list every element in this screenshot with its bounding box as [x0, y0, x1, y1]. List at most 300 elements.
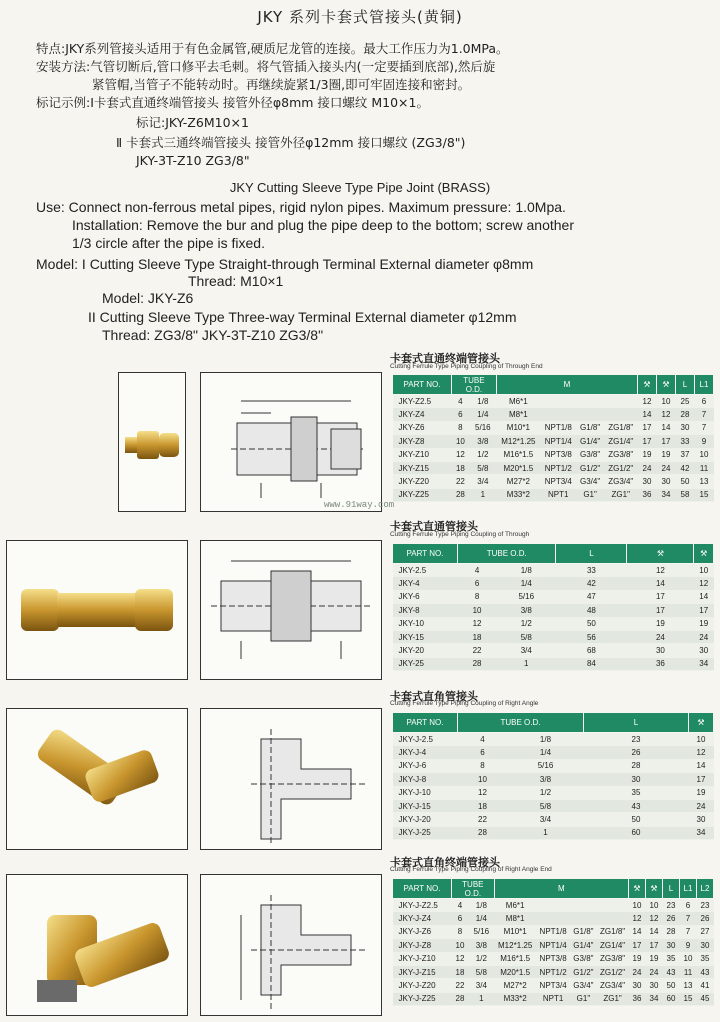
table-cell: 34 [694, 657, 714, 670]
table-cell: 30 [638, 475, 657, 488]
table-cell: 24 [629, 965, 646, 978]
table-row [393, 435, 714, 448]
table-cell: 17 [694, 604, 714, 617]
table-cell: 14 [694, 590, 714, 603]
table-row [393, 408, 714, 421]
table-cell: 30 [697, 939, 714, 952]
part-number-cell: JKY-Z4 [393, 408, 452, 421]
right-angle-drawing [201, 709, 381, 849]
table-cell: 18 [452, 461, 470, 474]
table-cell: 68 [556, 644, 627, 657]
table4-title: 卡套式直角终端管接头 [390, 856, 500, 869]
table-cell: 28 [458, 826, 508, 839]
table-cell: M16*1.5 [496, 448, 540, 461]
part-number-cell: JKY-Z10 [393, 448, 452, 461]
table-cell: 43 [697, 965, 714, 978]
table3-subtitle: Cutting Ferrule Type Piping Coupling of Right Angle [390, 700, 539, 707]
part-number-cell: JKY-J-Z8 [393, 939, 452, 952]
table-cell: G3/8" [570, 952, 596, 965]
table-cell: 5/8 [508, 799, 584, 812]
table-row [393, 604, 714, 617]
straight-terminal-illustration [119, 373, 185, 511]
table-row [393, 448, 714, 461]
table-cell: 24 [638, 461, 657, 474]
table-cell [570, 912, 596, 925]
table-cell: 3/4 [468, 979, 494, 992]
table-cell: 5/8 [497, 630, 556, 643]
table-cell: M10*1 [496, 421, 540, 434]
table-cell: M6*1 [494, 899, 536, 912]
table-cell: 6 [458, 746, 508, 759]
wrench-icon: ⚒ [629, 879, 646, 899]
table-cell: G1/2" [570, 965, 596, 978]
table-cell: 30 [688, 813, 713, 826]
table-cell: 19 [629, 952, 646, 965]
straight-terminal-drawing [201, 373, 381, 511]
table-cell: NPT1/2 [536, 965, 570, 978]
table-cell: 30 [694, 644, 714, 657]
installation-text-2: 1/3 circle after the pipe is fixed. [72, 235, 265, 251]
table-cell: 5/16 [508, 759, 584, 772]
table-row [393, 657, 714, 670]
part-number-cell: JKY-J-Z25 [393, 992, 452, 1005]
table-cell: 1 [497, 657, 556, 670]
col-tube-od: TUBE O.D. [452, 375, 497, 395]
page-title: JKY 系列卡套式管接头(黄铜) [257, 8, 463, 26]
table-cell: 35 [663, 952, 680, 965]
use-text: Use: Connect non-ferrous metal pipes, rigid nylon pipes. Maximum pressure: 1.0Mpa. [36, 199, 566, 215]
table-row [393, 912, 714, 925]
table-row [393, 813, 714, 826]
table-cell: 11 [695, 461, 714, 474]
part-number-cell: JKY-J-2.5 [393, 733, 458, 746]
col-tube-od: TUBE O.D. [452, 879, 495, 899]
table-cell: 41 [697, 979, 714, 992]
col-l1: L1 [680, 879, 697, 899]
table-cell: 1/8 [468, 899, 494, 912]
table-cell: 10 [452, 939, 469, 952]
table-cell: 13 [695, 475, 714, 488]
table-row [393, 733, 714, 746]
table-cell: 9 [695, 435, 714, 448]
mark-example-1-code: 标记:JKY-Z6M10×1 [136, 115, 249, 130]
table-cell: G1/8" [570, 925, 596, 938]
table-cell: M8*1 [494, 912, 536, 925]
table-cell: 22 [458, 813, 508, 826]
mark-example-1: 标记示例:Ⅰ卡套式直通终端管接头 接管外径φ8mm 接口螺纹 M10×1。 [36, 95, 429, 110]
part-number-cell: JKY-Z20 [393, 475, 452, 488]
table1-title: 卡套式直通终端管接头 [390, 352, 500, 365]
part-number-cell: JKY-J-Z2.5 [393, 899, 452, 912]
table-cell: 43 [583, 799, 688, 812]
col-tube-od: TUBE O.D. [458, 713, 584, 733]
table-cell: G1/4" [570, 939, 596, 952]
table-cell: M33*2 [494, 992, 536, 1005]
table2-title: 卡套式直通管接头 [390, 520, 478, 533]
table-cell [597, 899, 629, 912]
table-cell [540, 395, 576, 408]
table-cell: 23 [697, 899, 714, 912]
table-cell: 25 [676, 395, 695, 408]
table-cell: 8 [452, 925, 469, 938]
table-cell: 45 [697, 992, 714, 1005]
table-row [393, 630, 714, 643]
drawing-straight [200, 540, 382, 680]
table-cell: 36 [627, 657, 694, 670]
table-cell: ZG1/8" [604, 421, 638, 434]
table-cell [540, 408, 576, 421]
table-cell: M16*1.5 [494, 952, 536, 965]
table-cell: 30 [627, 644, 694, 657]
table-row [393, 421, 714, 434]
table-cell: G3/8" [576, 448, 604, 461]
table-cell: M27*2 [496, 475, 540, 488]
table-cell: 3/8 [469, 435, 496, 448]
part-number-cell: JKY-J-Z15 [393, 965, 452, 978]
part-number-cell: JKY-J-8 [393, 773, 458, 786]
table-row [393, 644, 714, 657]
part-number-cell: JKY-Z8 [393, 435, 452, 448]
table-cell: 18 [452, 965, 469, 978]
model-1-text: Model: I Cutting Sleeve Type Straight-through Terminal External diameter φ8mm [36, 256, 534, 272]
table-cell: 36 [638, 488, 657, 501]
table-cell: 19 [627, 617, 694, 630]
part-number-cell: JKY-6 [393, 590, 458, 603]
col-part-no: PART NO. [393, 544, 458, 564]
part-number-cell: JKY-J-Z6 [393, 925, 452, 938]
table-cell: 12 [452, 448, 470, 461]
table-cell: 36 [629, 992, 646, 1005]
part-number-cell: JKY-8 [393, 604, 458, 617]
table-cell: ZG1" [597, 992, 629, 1005]
part-number-cell: JKY-2.5 [393, 564, 458, 577]
wrench-icon: ⚒ [688, 713, 713, 733]
part-number-cell: JKY-25 [393, 657, 458, 670]
table-cell: 4 [452, 395, 470, 408]
table-cell: 50 [556, 617, 627, 630]
table-cell: 12 [629, 912, 646, 925]
table-cell: 34 [657, 488, 676, 501]
col-m: M [496, 375, 637, 395]
table-row [393, 461, 714, 474]
col-part-no: PART NO. [393, 879, 452, 899]
table-cell: NPT3/4 [540, 475, 576, 488]
table-cell: 42 [676, 461, 695, 474]
table-row [393, 952, 714, 965]
col-m: M [494, 879, 628, 899]
col-l1: L1 [695, 375, 714, 395]
table-cell: 24 [657, 461, 676, 474]
product-photo-straight [6, 540, 188, 680]
table-cell: 1/2 [469, 448, 496, 461]
table-cell: 10 [680, 952, 697, 965]
table-cell: 19 [694, 617, 714, 630]
table-cell: 28 [676, 408, 695, 421]
table-cell: 14 [627, 577, 694, 590]
table-row [393, 564, 714, 577]
table-cell: 24 [646, 965, 663, 978]
straight-illustration [7, 541, 187, 679]
table-cell: 4 [452, 899, 469, 912]
table-cell: 23 [583, 733, 688, 746]
table-cell: 24 [627, 630, 694, 643]
table-cell [604, 408, 638, 421]
product-photo-right-angle-terminal [6, 874, 188, 1016]
part-number-cell: JKY-J-Z20 [393, 979, 452, 992]
wrench-icon: ⚒ [627, 544, 694, 564]
table-cell: 14 [638, 408, 657, 421]
part-number-cell: JKY-J-20 [393, 813, 458, 826]
table-cell: NPT1 [536, 992, 570, 1005]
spec-table-right-angle-terminal [392, 878, 714, 1006]
table-cell: 28 [583, 759, 688, 772]
table-cell: 43 [663, 965, 680, 978]
table-cell: M12*1.25 [494, 939, 536, 952]
table-cell: 1/8 [469, 395, 496, 408]
table-cell: 10 [694, 564, 714, 577]
table-cell: 10 [688, 733, 713, 746]
table-cell: G1" [576, 488, 604, 501]
table-cell: M12*1.25 [496, 435, 540, 448]
table-cell: 37 [676, 448, 695, 461]
table-cell: 26 [583, 746, 688, 759]
table-cell: 8 [458, 759, 508, 772]
table-cell: NPT1/4 [540, 435, 576, 448]
table-cell: NPT1/2 [540, 461, 576, 474]
table3-title: 卡套式直角管接头 [390, 690, 478, 703]
table-row [393, 590, 714, 603]
table-cell: 33 [556, 564, 627, 577]
table-cell: 5/8 [468, 965, 494, 978]
wrench-icon: ⚒ [646, 879, 663, 899]
table-cell: 56 [556, 630, 627, 643]
table-cell: G1/4" [576, 435, 604, 448]
table-row [393, 577, 714, 590]
table-cell: 12 [657, 408, 676, 421]
col-l: L [663, 879, 680, 899]
table-cell: 12 [458, 617, 497, 630]
table-cell: 24 [694, 630, 714, 643]
part-number-cell: JKY-Z6 [393, 421, 452, 434]
table-cell: ZG3/4" [604, 475, 638, 488]
table-cell [597, 912, 629, 925]
table-cell: 1/4 [497, 577, 556, 590]
table-cell: 84 [556, 657, 627, 670]
part-number-cell: JKY-Z25 [393, 488, 452, 501]
watermark: www.91way.com [324, 500, 395, 510]
table-cell: 30 [646, 979, 663, 992]
table-cell: 8 [452, 421, 470, 434]
table-cell: NPT3/8 [536, 952, 570, 965]
table-cell: 60 [583, 826, 688, 839]
table-cell: 42 [556, 577, 627, 590]
table-cell: 19 [657, 448, 676, 461]
table-cell: 4 [458, 564, 497, 577]
part-number-cell: JKY-J-Z4 [393, 912, 452, 925]
table-cell: 18 [458, 799, 508, 812]
table-cell: 5/16 [497, 590, 556, 603]
table-cell: 10 [458, 773, 508, 786]
table4-subtitle: Cutting Ferrule Type Piping Coupling of Right Angle End [390, 866, 552, 873]
table-row [393, 826, 714, 839]
table-cell: 6 [695, 395, 714, 408]
table-cell: M27*2 [494, 979, 536, 992]
right-angle-terminal-drawing [201, 875, 381, 1015]
table-cell: 50 [663, 979, 680, 992]
table-cell: G1" [570, 992, 596, 1005]
col-l2: L2 [697, 879, 714, 899]
table-row [393, 773, 714, 786]
table-row [393, 899, 714, 912]
table-cell: 17 [627, 604, 694, 617]
mark-example-2-code: JKY-3T-Z10 ZG3/8" [136, 153, 250, 168]
mark-example-2: Ⅱ 卡套式三通终端管接头 接管外径φ12mm 接口螺纹 (ZG3/8") [116, 135, 466, 150]
table-cell: 28 [663, 925, 680, 938]
table-cell: ZG1/2" [604, 461, 638, 474]
table-cell: 47 [556, 590, 627, 603]
table-row [393, 939, 714, 952]
table-cell: 18 [458, 630, 497, 643]
part-number-cell: JKY-15 [393, 630, 458, 643]
col-part-no: PART NO. [393, 713, 458, 733]
table-cell: 10 [458, 604, 497, 617]
table-cell: 14 [646, 925, 663, 938]
part-number-cell: JKY-J-25 [393, 826, 458, 839]
table-cell: 7 [695, 421, 714, 434]
table-cell: 6 [458, 577, 497, 590]
english-title: JKY Cutting Sleeve Type Pipe Joint (BRASS) [229, 180, 491, 195]
table-row [393, 759, 714, 772]
drawing-right-angle-terminal [200, 874, 382, 1016]
col-l: L [556, 544, 627, 564]
table-cell: 10 [629, 899, 646, 912]
table-cell: ZG3/8" [597, 952, 629, 965]
table-cell: 1/8 [497, 564, 556, 577]
table-cell: 17 [629, 939, 646, 952]
wrench-icon: ⚒ [694, 544, 714, 564]
product-photo-right-angle [6, 708, 188, 850]
spec-table-right-angle [392, 712, 714, 840]
model-2-thread: Thread: ZG3/8" JKY-3T-Z10 ZG3/8" [102, 327, 324, 343]
spec-table-straight-terminal [392, 374, 714, 502]
product-photo-straight-terminal [118, 372, 186, 512]
table-cell: 28 [452, 488, 470, 501]
table-cell: 12 [688, 746, 713, 759]
table-cell: 22 [452, 979, 469, 992]
table-cell: G1/2" [576, 461, 604, 474]
table-cell: 6 [452, 408, 470, 421]
table-cell: 28 [458, 657, 497, 670]
table-cell: 3/4 [497, 644, 556, 657]
right-angle-illustration [7, 709, 187, 849]
part-number-cell: JKY-20 [393, 644, 458, 657]
table-cell: 28 [452, 992, 469, 1005]
model-2-text: II Cutting Sleeve Type Three-way Terminal External diameter φ12mm [88, 309, 517, 325]
table-cell: 5/16 [468, 925, 494, 938]
col-tube-od: TUBE O.D. [458, 544, 556, 564]
table-cell: 19 [646, 952, 663, 965]
table-cell: 12 [458, 786, 508, 799]
table-cell: 1 [469, 488, 496, 501]
table-cell: 17 [646, 939, 663, 952]
table-cell: M6*1 [496, 395, 540, 408]
part-number-cell: JKY-J-10 [393, 786, 458, 799]
table-cell [604, 395, 638, 408]
table-cell: ZG1/8" [597, 925, 629, 938]
table-row [393, 992, 714, 1005]
table-cell: 34 [688, 826, 713, 839]
table-cell: 6 [680, 899, 697, 912]
table-cell: 19 [638, 448, 657, 461]
table-cell: 26 [663, 912, 680, 925]
table-cell: G3/4" [570, 979, 596, 992]
part-number-cell: JKY-Z15 [393, 461, 452, 474]
install-text-2: 紧管帽,当管子不能转动时。再继续旋紧1/3圈,即可牢固连接和密封。 [92, 77, 471, 92]
table-row [393, 395, 714, 408]
wrench-icon: ⚒ [657, 375, 676, 395]
table-row [393, 786, 714, 799]
straight-drawing [201, 541, 381, 679]
table-cell: NPT3/8 [540, 448, 576, 461]
table-cell: 12 [646, 912, 663, 925]
table-cell: NPT1/4 [536, 939, 570, 952]
table-cell: 8 [458, 590, 497, 603]
table-cell: 7 [680, 925, 697, 938]
table-cell [576, 408, 604, 421]
table-cell: 12 [638, 395, 657, 408]
table-cell: 11 [680, 965, 697, 978]
table-cell: 1/2 [508, 786, 584, 799]
table-cell: 5/16 [469, 421, 496, 434]
table-cell: 10 [452, 435, 470, 448]
table-cell: 7 [680, 912, 697, 925]
table-cell: 30 [657, 475, 676, 488]
table-cell: 10 [695, 448, 714, 461]
table-cell: NPT1/8 [540, 421, 576, 434]
table-cell: 14 [629, 925, 646, 938]
part-number-cell: JKY-4 [393, 577, 458, 590]
drawing-straight-terminal [200, 372, 382, 512]
table-cell: 58 [676, 488, 695, 501]
table-cell: 34 [646, 992, 663, 1005]
right-angle-terminal-illustration [7, 875, 187, 1015]
table-cell: 50 [676, 475, 695, 488]
table-cell: 1/4 [469, 408, 496, 421]
table-cell [536, 899, 570, 912]
table-cell: 23 [663, 899, 680, 912]
table-cell: 14 [688, 759, 713, 772]
table-cell: 4 [458, 733, 508, 746]
table-cell: 24 [688, 799, 713, 812]
table-cell: 19 [688, 786, 713, 799]
table-cell: 6 [452, 912, 469, 925]
table-cell: ZG1/2" [597, 965, 629, 978]
drawing-right-angle [200, 708, 382, 850]
table-cell [536, 912, 570, 925]
table-cell: ZG3/4" [597, 979, 629, 992]
table-cell: 60 [663, 992, 680, 1005]
table1-subtitle: Cutting Ferrule Type Piping Coupling of Through End [390, 363, 543, 370]
table-cell: M20*1.5 [494, 965, 536, 978]
table-cell: NPT1/8 [536, 925, 570, 938]
table-cell: M10*1 [494, 925, 536, 938]
model-1-thread: Thread: M10×1 [188, 273, 284, 289]
table-cell: G3/4" [576, 475, 604, 488]
table-cell: 35 [583, 786, 688, 799]
table-cell: 3/8 [468, 939, 494, 952]
table-cell: M8*1 [496, 408, 540, 421]
table-cell: 1 [468, 992, 494, 1005]
